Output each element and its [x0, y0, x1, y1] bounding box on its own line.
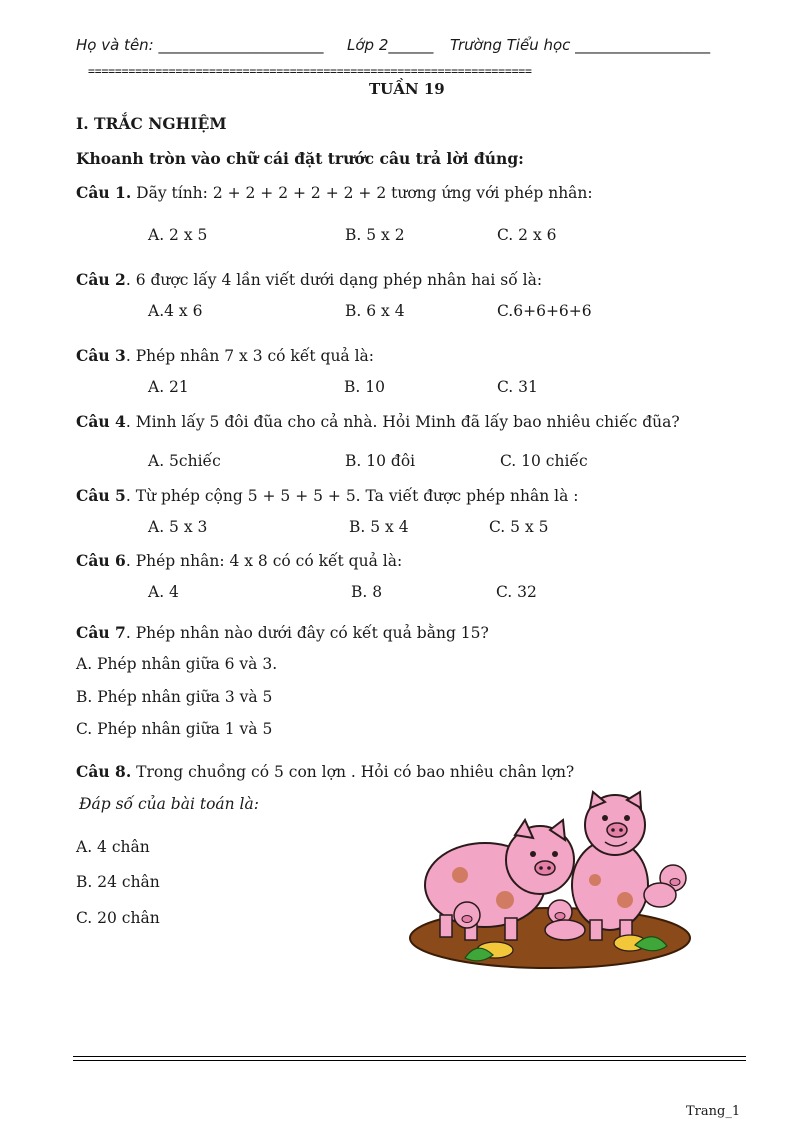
section-title: I. TRẮC NGHIỆM: [76, 114, 227, 133]
option-a: A. 4: [148, 583, 179, 601]
question-text: . 6 được lấy 4 lần viết dưới dạng phép nhân hai số là:: [125, 271, 543, 289]
option-b: B. 8: [351, 583, 383, 601]
week-title: TUẦN 19: [369, 80, 445, 98]
option-a: A. Phép nhân giữa 6 và 3.: [76, 655, 278, 673]
question-text: Dãy tính: 2 + 2 + 2 + 2 + 2 + 2 tương ứng với phép nhân:: [131, 184, 593, 202]
option-c: C. 20 chân: [76, 909, 160, 927]
option-b: B. 6 x 4: [345, 302, 405, 320]
instruction: Khoanh tròn vào chữ cái đặt trước câu trả lời đúng:: [76, 149, 524, 168]
option-b: B. 5 x 2: [345, 226, 405, 244]
option-a: A. 4 chân: [76, 838, 150, 856]
footer-rule: [73, 1060, 746, 1061]
question-text: . Phép nhân nào dưới đây có kết quả bằng 15?: [125, 624, 489, 642]
question-5: [76, 486, 579, 505]
question-label: Câu 5: [76, 486, 126, 505]
option-c: C. 2 x 6: [497, 226, 557, 244]
question-2: [76, 270, 542, 289]
footer-rule: [73, 1056, 746, 1057]
question-text: Trong chuồng có 5 con lợn . Hỏi có bao nhiêu chân lợn?: [131, 763, 575, 781]
question-label: Câu 7: [76, 623, 126, 642]
option-c: C. 32: [496, 583, 537, 601]
option-a: A. 21: [148, 378, 189, 396]
option-a: A. 2 x 5: [148, 226, 208, 244]
question-3: [76, 346, 374, 365]
question-label: Câu 6: [76, 551, 126, 570]
option-c: C. 5 x 5: [489, 518, 549, 536]
option-c: C. Phép nhân giữa 1 và 5: [76, 720, 273, 738]
answer-subtitle: Đáp số của bài toán là:: [79, 795, 259, 813]
option-c: C.6+6+6+6: [497, 302, 592, 320]
option-b: B. 5 x 4: [349, 518, 409, 536]
option-b: B. 10 đôi: [345, 452, 416, 470]
option-a: A. 5chiếc: [148, 452, 221, 470]
question-text: . Phép nhân: 4 x 8 có có kết quả là:: [125, 552, 403, 570]
class-field-label: Lớp 2______: [347, 36, 434, 54]
option-b: B. 24 chân: [76, 873, 160, 891]
option-a: A. 5 x 3: [148, 518, 208, 536]
question-4: [76, 412, 680, 431]
option-c: C. 10 chiếc: [500, 452, 588, 470]
question-label: Câu 4: [76, 412, 126, 431]
question-text: . Từ phép cộng 5 + 5 + 5 + 5. Ta viết được phép nhân là :: [125, 487, 579, 505]
name-field-label: Họ và tên: ______________________: [76, 36, 324, 54]
option-c: C. 31: [497, 378, 538, 396]
option-b: B. 10: [344, 378, 385, 396]
question-text: . Minh lấy 5 đôi đũa cho cả nhà. Hỏi Minh đã lấy bao nhiêu chiếc đũa?: [125, 413, 680, 431]
option-b: B. Phép nhân giữa 3 và 5: [76, 688, 273, 706]
header-separator: ==================================================================: [88, 64, 532, 78]
question-7: [76, 623, 489, 642]
question-6: [76, 551, 402, 570]
question-text: . Phép nhân 7 x 3 có kết quả là:: [125, 347, 375, 365]
question-label: Câu 2: [76, 270, 126, 289]
question-8: [76, 762, 574, 781]
page-number: Trang_1: [686, 1104, 741, 1119]
question-label: Câu 1.: [76, 183, 132, 202]
question-1: [76, 183, 593, 202]
pigs-illustration: [405, 790, 705, 980]
question-label: Câu 8.: [76, 762, 132, 781]
school-field-label: Trường Tiểu học __________________: [450, 36, 711, 54]
option-a: A.4 x 6: [148, 302, 203, 320]
question-label: Câu 3: [76, 346, 126, 365]
